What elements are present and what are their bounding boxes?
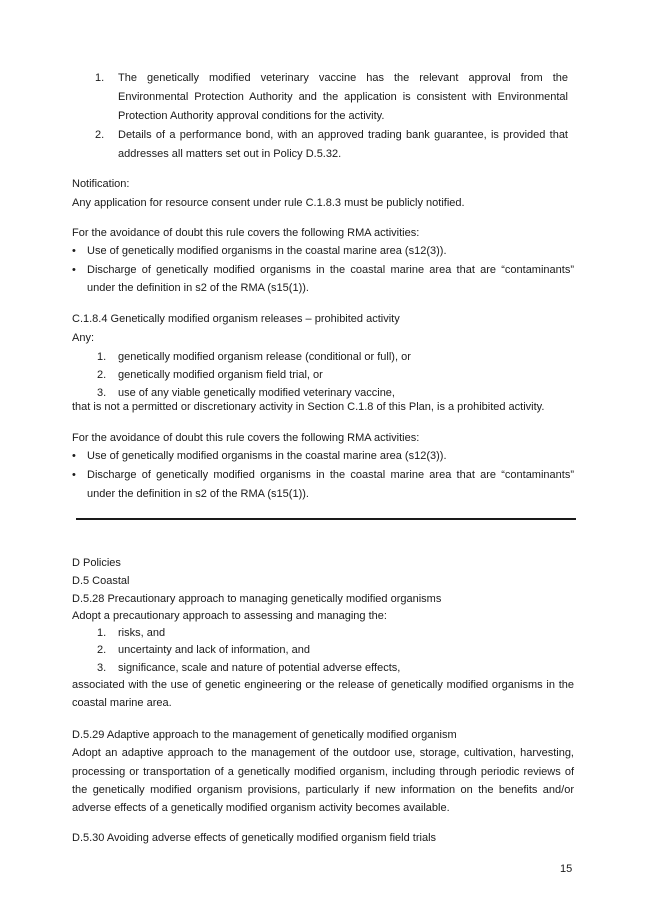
list-number: 2.: [95, 129, 105, 141]
section-divider: [76, 518, 576, 520]
list-item-line: Details of a performance bond, with an approved trading bank guarantee, is provided that: [118, 129, 568, 141]
list-item: risks, and: [118, 627, 166, 639]
policy-intro: Adopt a precautionary approach to assessing and managing the:: [72, 610, 387, 622]
bullet-icon: •: [72, 469, 76, 481]
avoidance-heading: For the avoidance of doubt this rule covers the following RMA activities:: [72, 227, 420, 239]
list-number: 1.: [97, 351, 107, 363]
list-number: 3.: [97, 662, 107, 674]
bullet-item-line: under the definition in s2 of the RMA (s15(1)).: [87, 282, 309, 294]
list-item: significance, scale and nature of potential adverse effects,: [118, 662, 401, 674]
rule-heading: C.1.8.4 Genetically modified organism releases – prohibited activity: [72, 313, 400, 325]
bullet-item-line: Use of genetically modified organisms in the coastal marine area (s12(3)).: [87, 450, 447, 462]
list-number: 1.: [97, 627, 107, 639]
bullet-icon: •: [72, 450, 76, 462]
bullet-item-line: Use of genetically modified organisms in the coastal marine area (s12(3)).: [87, 245, 447, 257]
rule-outro: that is not a permitted or discretionary activity in Section C.1.8 of this Plan, is a prohibited activity.: [72, 401, 545, 413]
notification-text: Any application for resource consent under rule C.1.8.3 must be publicly notified.: [72, 197, 465, 209]
bullet-icon: •: [72, 264, 76, 276]
section-subheading: D.5 Coastal: [72, 575, 130, 587]
policy-heading: D.5.28 Precautionary approach to managing genetically modified organisms: [72, 593, 442, 605]
list-item-line: Environmental Protection Authority and the application is consistent with Environmental: [118, 91, 568, 103]
policy-text-line: Adopt an adaptive approach to the management of the outdoor use, storage, cultivation, harvesting,: [72, 747, 574, 759]
list-item: genetically modified organism field trial, or: [118, 369, 323, 381]
policy-outro-line: associated with the use of genetic engineering or the release of genetically modified organisms in the: [72, 679, 574, 691]
list-item-line: Protection Authority approval conditions for the activity.: [118, 110, 385, 122]
policy-text-line: processing or transportation of a genetically modified organism, including through periodic reviews of: [72, 766, 574, 778]
list-item-line: The genetically modified veterinary vaccine has the relevant approval from the: [118, 72, 568, 84]
bullet-item-line: Discharge of genetically modified organisms in the coastal marine area that are “contaminants”: [87, 469, 574, 481]
policy-text-line: the genetically modified organism provisions, particularly if new information on the benefits and/or: [72, 784, 574, 796]
notification-heading: Notification:: [72, 178, 130, 190]
policy-outro-line: coastal marine area.: [72, 697, 172, 709]
bullet-icon: •: [72, 245, 76, 257]
list-item: genetically modified organism release (conditional or full), or: [118, 351, 411, 363]
list-item: use of any viable genetically modified veterinary vaccine,: [118, 387, 395, 399]
section-heading: D Policies: [72, 557, 121, 569]
policy-heading: D.5.29 Adaptive approach to the management of genetically modified organism: [72, 729, 457, 741]
page-number: 15: [560, 863, 573, 875]
rule-intro: Any:: [72, 332, 95, 344]
policy-heading: D.5.30 Avoiding adverse effects of genetically modified organism field trials: [72, 832, 437, 844]
list-number: 1.: [95, 72, 105, 84]
list-item-line: addresses all matters set out in Policy D.5.32.: [118, 148, 342, 160]
list-number: 2.: [97, 369, 107, 381]
list-item: uncertainty and lack of information, and: [118, 644, 311, 656]
avoidance-heading: For the avoidance of doubt this rule covers the following RMA activities:: [72, 432, 420, 444]
bullet-item-line: under the definition in s2 of the RMA (s15(1)).: [87, 488, 309, 500]
list-number: 2.: [97, 644, 107, 656]
list-number: 3.: [97, 387, 107, 399]
bullet-item-line: Discharge of genetically modified organisms in the coastal marine area that are “contaminants”: [87, 264, 574, 276]
policy-text-line: adverse effects of a genetically modified organism activity becomes available.: [72, 802, 450, 814]
